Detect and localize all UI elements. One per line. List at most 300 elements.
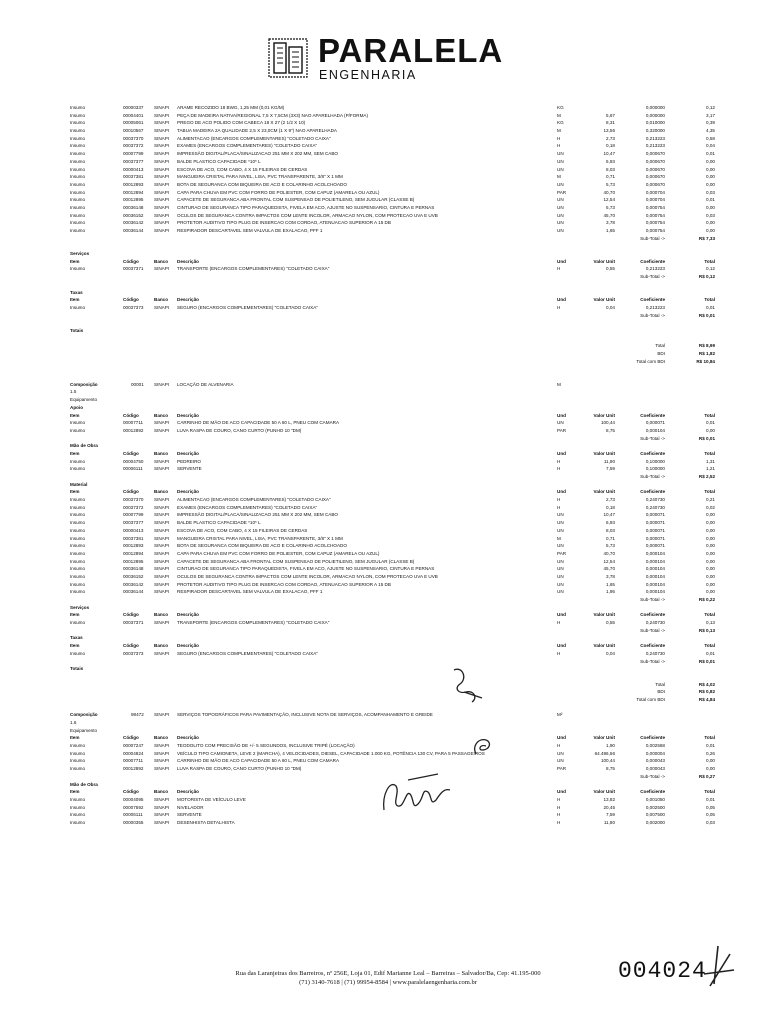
item-coefficient: 0,100000 <box>645 466 665 472</box>
item-unit-price: 8,03 <box>606 527 615 533</box>
item-coefficient: 0,000071 <box>645 420 665 426</box>
item-unit-price: 2,73 <box>606 135 615 141</box>
item-unit: UN <box>557 166 564 172</box>
composition-label: Composição <box>70 381 98 387</box>
item-unit-price: 0,04 <box>606 650 615 656</box>
item-code: 00012892 <box>123 766 144 772</box>
item-unit: UN <box>557 520 564 526</box>
item-total: 0,00 <box>706 181 715 187</box>
item-total: 0,02 <box>706 504 715 510</box>
item-total: 0,00 <box>706 766 715 772</box>
subtotal-row <box>0 688 770 696</box>
section-title: Totais <box>70 666 84 672</box>
item-unit: UN <box>557 581 564 587</box>
item-code: Código <box>123 735 139 741</box>
item-bank: SINAPI <box>154 228 170 233</box>
item-description: MOTORISTA DE VEÍCULO LEVE <box>177 796 246 802</box>
item-unit: H <box>557 458 561 464</box>
item-total: 0,58 <box>706 135 715 141</box>
item-description: MANGUEIRA CRISTAL PARA NIVEL, LISA, PVC TRANSPARENTE, 3/8" X 1 MM <box>177 174 343 180</box>
item-code: 00037373 <box>123 650 144 656</box>
item-coefficient: 0,007500 <box>645 812 665 818</box>
item-type: Insumo <box>70 135 86 141</box>
table-row <box>0 112 770 120</box>
item-type: Item <box>70 612 80 618</box>
section-heading <box>0 250 770 258</box>
item-unit: H <box>557 796 561 802</box>
subtotal-label: BDI <box>657 351 665 356</box>
item-description: ALIMENTACAO (ENCARGOS COMPLEMENTARES) "COLETADO CAIXA" <box>177 135 331 141</box>
item-description: Descrição <box>177 450 199 456</box>
item-unit: PAR <box>557 766 567 772</box>
item-unit-price: 7,59 <box>606 812 615 818</box>
item-total: 0,00 <box>706 543 715 549</box>
item-type: Insumo <box>70 819 86 825</box>
brand-subtitle: ENGENHARIA <box>319 68 417 82</box>
item-unit: PAR <box>557 427 567 433</box>
item-unit-price: 40,70 <box>603 189 615 195</box>
item-coefficient: 0,000754 <box>645 212 665 218</box>
item-code: 00000413 <box>123 166 144 172</box>
item-coefficient: 0,000000 <box>645 112 665 118</box>
item-coefficient: 0,000071 <box>645 535 665 541</box>
item-unit-price: 6,93 <box>606 520 615 526</box>
table-row <box>0 142 770 150</box>
item-bank: SINAPI <box>154 458 170 464</box>
item-description: PEÇA DE MADEIRA NATIVA/REGIONAL 7,5 X 7,5CM (3X3) NAO APARELHADA (P/FORMA) <box>177 112 369 118</box>
item-bank: Banco <box>154 735 169 741</box>
item-type: Insumo <box>70 158 86 164</box>
table-row <box>0 127 770 135</box>
item-type: Insumo <box>70 743 86 749</box>
item-description: Descrição <box>177 643 199 649</box>
item-description: TRANSPORTE (ENCARGOS COMPLEMENTARES) "COLETADO CAIXA" <box>177 620 330 626</box>
item-unit-price: 8,31 <box>606 120 615 126</box>
item-total: 0,00 <box>706 228 715 233</box>
item-description: NIVELADOR <box>177 804 204 810</box>
item-total: 0,00 <box>706 566 715 572</box>
subtotal-value: R$ 10,84 <box>696 358 715 364</box>
item-coefficient: 0,240730 <box>645 650 665 656</box>
item-unit: H <box>557 304 561 310</box>
item-description: CINTURAO DE SEGURANCA TIPO PARAQUEDISTA, FIVELA EM ACO, AJUSTE NO SUSPENSARIO, CINTURA E PERNAS <box>177 204 435 210</box>
item-total: 0,01 <box>706 151 715 157</box>
table-row <box>0 135 770 143</box>
item-total: 0,01 <box>706 650 715 656</box>
table-row <box>0 158 770 166</box>
item-bank: SINAPI <box>154 520 170 526</box>
item-bank: Banco <box>154 643 169 649</box>
table-row <box>0 573 770 581</box>
subtotal-label: Total com BDI <box>636 696 665 702</box>
item-total: 0,00 <box>706 166 715 172</box>
subtotal-row <box>0 435 770 443</box>
item-description: SERVENTE <box>177 466 202 472</box>
item-unit-price: 13,82 <box>603 796 615 802</box>
item-coefficient: 0,000104 <box>645 573 665 579</box>
item-bank: SINAPI <box>154 220 170 226</box>
item-type: Insumo <box>70 804 86 810</box>
item-unit: UN <box>557 151 564 157</box>
item-unit-price: 3,78 <box>606 573 615 579</box>
item-type: Insumo <box>70 766 86 772</box>
item-total: 0,00 <box>706 758 715 764</box>
subtotal-label: Sub-Total -> <box>640 474 665 479</box>
item-code: 00012894 <box>123 550 144 556</box>
item-bank: SINAPI <box>154 304 170 310</box>
item-description: PROTETOR AUDITIVO TIPO PLUG DE INSERCAO COM CORDAO, ATENUACAO SUPERIOR A 15 DB <box>177 581 391 587</box>
table-header-row <box>0 450 770 458</box>
item-total: 0,00 <box>706 535 715 541</box>
subtotal-row <box>0 358 770 366</box>
item-unit-price: 0,18 <box>606 143 615 149</box>
subtotal-row <box>0 596 770 604</box>
item-description: EXAMES (ENCARGOS COMPLEMENTARES) "COLETADO CAIXA" <box>177 504 318 510</box>
item-total: 0,00 <box>706 581 715 587</box>
item-description: Descrição <box>177 789 199 795</box>
item-unit: UN <box>557 512 564 518</box>
item-bank: Banco <box>154 258 169 264</box>
item-type: Insumo <box>70 543 86 549</box>
item-type: Insumo <box>70 112 86 118</box>
subtotal-value: R$ 0,82 <box>698 689 715 695</box>
subtotal-row <box>0 312 770 320</box>
item-unit-price: 0,71 <box>606 535 615 541</box>
section-heading <box>0 665 770 673</box>
table-row <box>0 757 770 765</box>
item-description: DESENHISTA DETALHISTA <box>177 819 235 825</box>
item-unit-price: 20,45 <box>603 804 615 810</box>
item-code: 00000355 <box>123 819 144 825</box>
item-bank: SINAPI <box>154 181 170 187</box>
item-unit: UN <box>557 566 564 572</box>
item-type: Insumo <box>70 566 86 572</box>
item-unit: H <box>557 135 561 141</box>
item-coefficient: Coeficiente <box>640 450 665 456</box>
item-total: 0,01 <box>706 743 715 749</box>
table-row <box>0 458 770 466</box>
item-description: CARRINHO DE MÃO DE ACO CAPACIDADE 50 A 60 L, PNEU COM CAMARA <box>177 420 340 426</box>
item-bank: SINAPI <box>154 143 170 149</box>
item-coefficient: 0,320000 <box>645 128 665 134</box>
item-coefficient: 0,000071 <box>645 543 665 549</box>
item-coefficient: Coeficiente <box>640 258 665 264</box>
item-coefficient: 0,000754 <box>645 204 665 210</box>
item-total: 0,00 <box>706 527 715 533</box>
item-unit: UN <box>557 197 564 203</box>
item-type: Insumo <box>70 128 86 134</box>
item-type: Item <box>70 735 80 741</box>
item-code: 00037373 <box>123 304 144 310</box>
item-type: Insumo <box>70 812 86 818</box>
composition-subheading <box>0 719 770 727</box>
subtotal-row <box>0 473 770 481</box>
blank-row <box>0 704 770 712</box>
item-bank: SINAPI <box>154 535 170 541</box>
table-row <box>0 742 770 750</box>
item-code: 00037372 <box>123 143 144 149</box>
item-unit: Und <box>557 297 566 303</box>
item-total: 0,01 <box>706 304 715 310</box>
item-unit: PAR <box>557 550 567 556</box>
table-row <box>0 819 770 827</box>
item-total: 0,00 <box>706 520 715 526</box>
item-code: 00007799 <box>123 151 144 157</box>
item-total: 0,00 <box>706 427 715 433</box>
item-coefficient: 0,001050 <box>645 796 665 802</box>
item-bank: SINAPI <box>154 804 170 810</box>
item-bank: SINAPI <box>154 197 170 203</box>
item-total: 1,31 <box>706 458 715 464</box>
table-row <box>0 119 770 127</box>
item-type: Item <box>70 450 80 456</box>
item-code: 00036142 <box>123 220 144 226</box>
subtotal-row <box>0 273 770 281</box>
item-coefficient: 0,000000 <box>645 105 665 110</box>
item-bank: SINAPI <box>154 120 170 126</box>
table-row <box>0 465 770 473</box>
table-row <box>0 581 770 589</box>
item-code: 00037377 <box>123 158 144 164</box>
table-row <box>0 219 770 227</box>
subtotal-label: Total <box>655 681 665 687</box>
item-bank: SINAPI <box>154 158 170 164</box>
composition-subheading <box>0 727 770 735</box>
item-type: Insumo <box>70 420 86 426</box>
table-row <box>0 304 770 312</box>
composition-subtitle: 1.6 <box>70 720 77 725</box>
item-description: LUVA RASPA DE COURO, CANO CURTO (PUNHO 10 "DM) <box>177 766 302 772</box>
item-unit-price: Valor Unit <box>593 412 615 418</box>
subtotal-label: Sub-Total -> <box>640 773 665 779</box>
item-bank: SINAPI <box>154 796 170 802</box>
item-type: Item <box>70 643 80 649</box>
item-code: 00007247 <box>123 743 144 749</box>
section-title: Serviços <box>70 251 90 257</box>
item-code: 00012893 <box>123 543 144 549</box>
item-description: ARAME RECOZIDO 18 BWG, 1,25 MM (0,01 KG/M) <box>177 105 285 110</box>
item-type: Insumo <box>70 228 86 233</box>
table-header-row <box>0 412 770 420</box>
item-type: Insumo <box>70 212 86 218</box>
item-type: Insumo <box>70 304 86 310</box>
item-unit-price: 8,75 <box>606 766 615 772</box>
item-description: RESPIRADOR DESCARTAVEL SEM VALVULA DE EXALACAO, PFF 1 <box>177 228 323 233</box>
item-unit: H <box>557 497 561 503</box>
item-total: 0,00 <box>706 589 715 595</box>
item-unit: PAR <box>557 189 567 195</box>
subtotal-value: R$ 7,33 <box>698 235 715 241</box>
item-code: 00037371 <box>123 620 144 626</box>
subtotal-row <box>0 627 770 635</box>
composition-description: LOCAÇÃO DE ALVENARIA <box>177 381 234 387</box>
item-unit-price: 12,54 <box>603 558 615 564</box>
item-total: 0,00 <box>706 204 715 210</box>
item-unit: Und <box>557 258 566 264</box>
composition-unit: M² <box>557 712 563 718</box>
item-description: PEDREIRO <box>177 458 201 464</box>
item-unit: Und <box>557 612 566 618</box>
item-code: 00012895 <box>123 197 144 203</box>
item-unit-price: Valor Unit <box>593 297 615 303</box>
item-coefficient: 0,000004 <box>645 750 665 756</box>
page-number-stamp: 004024 <box>618 958 707 984</box>
item-code: Código <box>123 612 139 618</box>
item-total: 0,00 <box>706 174 715 180</box>
item-unit: UN <box>557 228 564 233</box>
table-row <box>0 104 770 112</box>
item-bank: Banco <box>154 789 169 795</box>
item-coefficient: 0,000670 <box>645 151 665 157</box>
item-unit: UN <box>557 204 564 210</box>
subtotal-value: R$ 1,82 <box>698 351 715 356</box>
item-code: 00037381 <box>123 535 144 541</box>
item-code: 00037381 <box>123 174 144 180</box>
item-unit-price: 45,70 <box>603 212 615 218</box>
item-description: MANGUEIRA CRISTAL PARA NIVEL, LISA, PVC TRANSPARENTE, 3/8" X 1 MM <box>177 535 343 541</box>
item-type: Item <box>70 489 80 495</box>
item-type: Insumo <box>70 750 86 756</box>
item-total: 0,21 <box>706 497 715 503</box>
table-row <box>0 427 770 435</box>
section-heading <box>0 442 770 450</box>
item-type: Item <box>70 789 80 795</box>
item-description: EXAMES (ENCARGOS COMPLEMENTARES) "COLETADO CAIXA" <box>177 143 318 149</box>
item-bank: SINAPI <box>154 189 170 195</box>
item-code: 00037370 <box>123 135 144 141</box>
item-coefficient: 0,000104 <box>645 427 665 433</box>
subtotal-value: R$ 2,52 <box>698 474 715 479</box>
item-unit-price: 7,59 <box>606 466 615 472</box>
item-unit-price: 2,73 <box>606 497 615 503</box>
section-title: Mão de Obra <box>70 443 98 449</box>
item-unit-price: 11,90 <box>603 458 615 464</box>
item-unit: UN <box>557 750 564 756</box>
item-bank: SINAPI <box>154 135 170 141</box>
table-header-row <box>0 296 770 304</box>
item-total: 0,05 <box>706 812 715 818</box>
table-row <box>0 265 770 273</box>
table-header-row <box>0 611 770 619</box>
item-unit-price: 5,73 <box>606 181 615 187</box>
item-code: 00006111 <box>123 812 143 818</box>
item-unit: UN <box>557 543 564 549</box>
section-heading <box>0 289 770 297</box>
item-bank: SINAPI <box>154 266 170 272</box>
section-title: Taxas <box>70 289 83 295</box>
table-row <box>0 196 770 204</box>
item-unit-price: 11,80 <box>603 819 615 825</box>
item-description: Descrição <box>177 489 199 495</box>
item-type: Insumo <box>70 174 86 180</box>
subtotal-label: Sub-Total -> <box>640 658 665 664</box>
item-coefficient: 0,000071 <box>645 527 665 533</box>
item-unit: UN <box>557 420 564 426</box>
item-unit-price: Valor Unit <box>593 489 615 495</box>
item-code: 00036152 <box>123 212 144 218</box>
item-total: 0,00 <box>706 558 715 564</box>
item-bank: SINAPI <box>154 497 170 503</box>
item-unit: M <box>557 112 561 118</box>
item-unit: H <box>557 650 561 656</box>
blank-row <box>0 242 770 250</box>
item-type: Insumo <box>70 620 86 626</box>
table-row <box>0 650 770 658</box>
item-description: CINTURAO DE SEGURANCA TIPO PARAQUEDISTA, FIVELA EM ACO, AJUSTE NO SUSPENSARIO, CINTURA E PERNAS <box>177 566 435 572</box>
section-title: Material <box>70 481 88 487</box>
item-unit-price: Valor Unit <box>593 450 615 456</box>
item-code: 00036152 <box>123 573 144 579</box>
item-coefficient: 0,002000 <box>645 819 665 825</box>
item-bank: SINAPI <box>154 166 170 172</box>
table-row <box>0 750 770 758</box>
item-unit-price: Valor Unit <box>593 789 615 795</box>
section-heading <box>0 604 770 612</box>
item-bank: SINAPI <box>154 543 170 549</box>
item-type: Insumo <box>70 527 86 533</box>
item-description: CAPA PARA CHUVA EM PVC COM FORRO DE POLIESTER, COM CAPUZ (AMARELA OU AZUL) <box>177 550 380 556</box>
item-type: Insumo <box>70 558 86 564</box>
item-total: Total <box>704 450 715 456</box>
item-coefficient: Coeficiente <box>640 643 665 649</box>
item-unit-price: 5,73 <box>606 204 615 210</box>
item-total: 0,00 <box>706 512 715 518</box>
item-coefficient: Coeficiente <box>640 489 665 495</box>
item-unit: UN <box>557 589 564 595</box>
item-unit: H <box>557 266 561 272</box>
section-heading <box>0 404 770 412</box>
item-bank: SINAPI <box>154 112 170 118</box>
item-code: 00007711 <box>123 420 144 426</box>
item-unit-price: 64.496,56 <box>594 750 615 756</box>
item-type: Insumo <box>70 427 86 433</box>
item-coefficient: 0,213223 <box>645 304 665 310</box>
item-unit-price: 5,73 <box>606 543 615 549</box>
item-description: Descrição <box>177 258 199 264</box>
item-description: TRANSPORTE (ENCARGOS COMPLEMENTARES) "COLETADO CAIXA" <box>177 266 330 272</box>
subtotal-label: Sub-Total -> <box>640 435 665 441</box>
table-row <box>0 166 770 174</box>
item-total: 0,01 <box>706 796 715 802</box>
item-description: CAPACETE DE SEGURANCA ABA FRONTAL COM SUSPENSAO DE POLIETILENO, SEM JUGULAR (CLASSE B) <box>177 558 415 564</box>
table-row <box>0 565 770 573</box>
item-unit: UN <box>557 758 564 764</box>
subtotal-label: Total <box>655 343 665 349</box>
subtotal-row <box>0 658 770 666</box>
item-bank: SINAPI <box>154 573 170 579</box>
subtotal-value: R$ 0,01 <box>698 658 715 664</box>
item-bank: SINAPI <box>154 750 170 756</box>
composition-label: Composição <box>70 712 98 718</box>
item-code: 00004095 <box>123 796 144 802</box>
item-type: Insumo <box>70 105 86 110</box>
item-bank: SINAPI <box>154 151 170 157</box>
item-type: Item <box>70 412 80 418</box>
item-code: 00037371 <box>123 266 144 272</box>
table-row <box>0 550 770 558</box>
item-type: Insumo <box>70 512 86 518</box>
item-unit: H <box>557 819 561 825</box>
item-unit-price: Valor Unit <box>593 258 615 264</box>
blank-row <box>0 281 770 289</box>
composition-subtitle: Equipamento <box>70 397 98 403</box>
item-type: Insumo <box>70 266 86 272</box>
table-row <box>0 619 770 627</box>
item-coefficient: 0,010000 <box>645 120 665 126</box>
table-row <box>0 504 770 512</box>
item-type: Insumo <box>70 497 86 503</box>
item-type: Insumo <box>70 581 86 587</box>
